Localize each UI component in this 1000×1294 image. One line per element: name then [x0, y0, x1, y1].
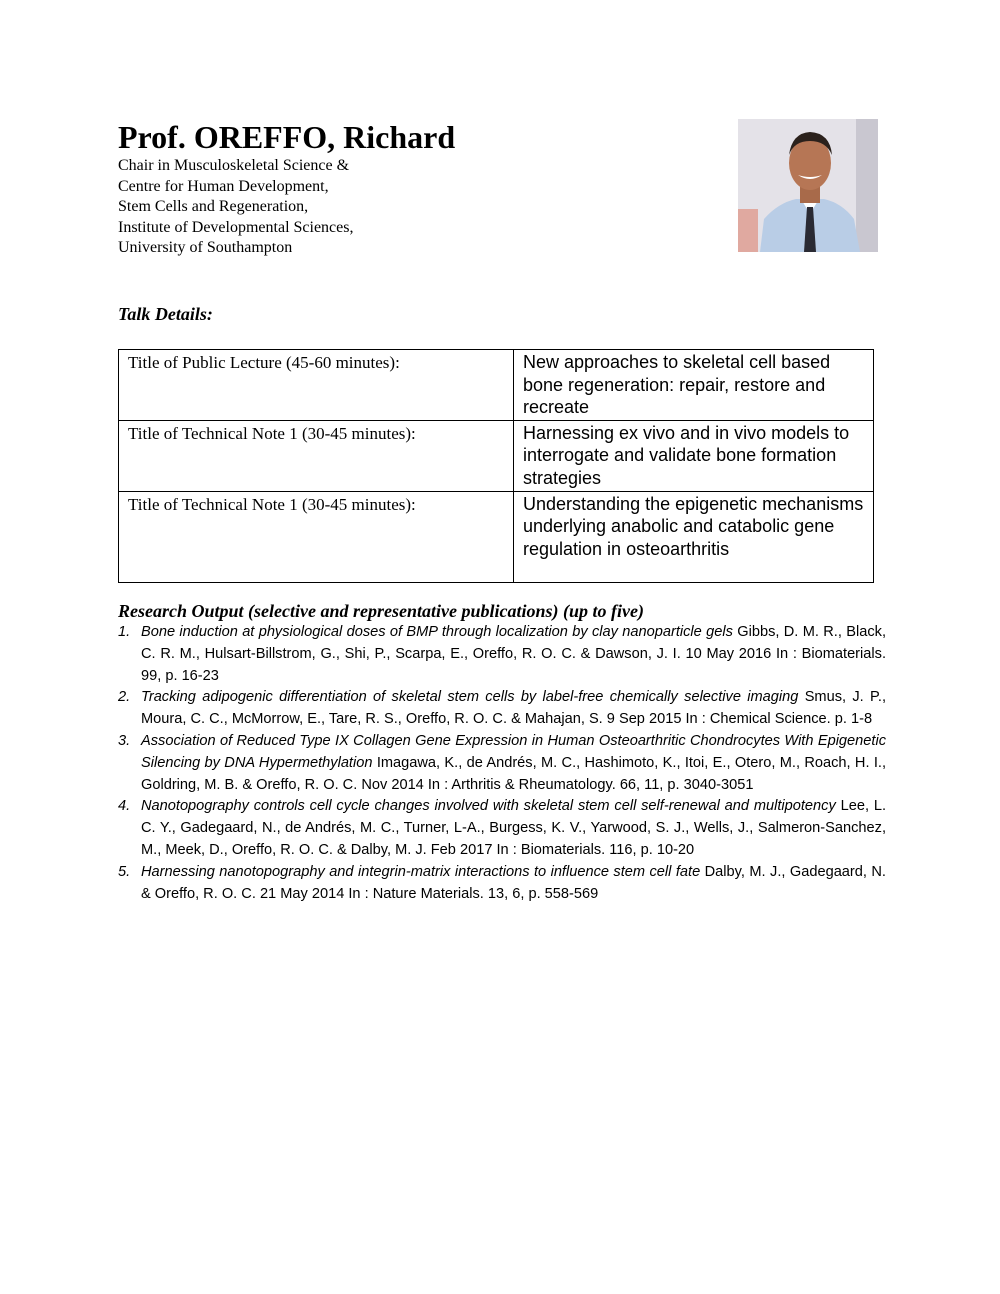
talk-label: Title of Technical Note 1 (30-45 minutes): — [119, 491, 514, 582]
research-output-heading: Research Output (selective and representative publications) (up to five) — [118, 601, 644, 621]
table-row — [119, 420, 874, 491]
publication-details: Smus, J. P., Moura, C. C., McMorrow, E., Tare, R. S., Oreffo, R. O. C. & Mahajan, S. 9 Sep 2015 In : Chemical Science. p. 1-8 — [141, 689, 887, 728]
affiliation-line: Chair in Musculoskeletal Science & — [118, 157, 350, 174]
list-item — [118, 687, 886, 731]
talk-title: New approaches to skeletal cell based bone regeneration: repair, restore and recreate — [514, 350, 874, 421]
affiliation-line: University of Southampton — [118, 239, 293, 257]
publication-title: Bone induction at physiological doses of BMP through localization by clay nanoparticle gels — [141, 624, 738, 640]
publication-details: Lee, L. C. Y., Gadegaard, N., de Andrés, M. C., Turner, L-A., Burgess, K. V., Yarwood, S. J., Wells, J., Salmeron-Sanchez, M., Meek, D., Oreffo, R. O. C. & Dalby, M. J. Feb 2017 In : Biomaterials. 116, p. 10-20 — [141, 798, 886, 858]
publication-details: Imagawa, K., de Andrés, M. C., Hashimoto, K., Itoi, E., Otero, M., Roach, H. I., Goldring, M. B. & Oreffo, R. O. C. Nov 2014 In : Arthritis & Rheumatology. 66, 11, p. 3040-3051 — [141, 754, 887, 793]
talk-label: Title of Public Lecture (45-60 minutes): — [119, 350, 514, 421]
publication-details: Gibbs, D. M. R., Black, C. R. M., Hulsart-Billstrom, G., Shi, P., Scarpa, E., Oreffo, R. O. C. & Dawson, J. I. 10 May 2016 In : Biomaterials. 99, p. 16-23 — [141, 624, 886, 684]
talk-title: Understanding the epigenetic mechanisms underlying anabolic and catabolic gene regulation in osteoarthritis — [514, 491, 874, 582]
talk-title: Harnessing ex vivo and in vivo models to interrogate and validate bone formation strategies — [514, 420, 874, 491]
publication-title: Harnessing nanotopography and integrin-matrix interactions to influence stem cell fate — [141, 863, 705, 880]
publication-number: 2. — [118, 689, 131, 706]
publication-details: Dalby, M. J., Gadegaard, N. & Oreffo, R. O. C. 21 May 2014 In : Nature Materials. 13, 6, p. 558-569 — [141, 863, 886, 902]
publication-number: 5. — [118, 863, 131, 880]
affiliation-line: Institute of Developmental Sciences, — [118, 218, 354, 236]
affiliation-line: Stem Cells and Regeneration, — [118, 198, 309, 216]
publication-title: Association of Reduced Type IX Collagen Gene Expression in Human Osteoarthritic Chondrocytes With Epigenetic Silencing by DNA Hypermethylation — [141, 732, 886, 771]
talk-label: Title of Technical Note 1 (30-45 minutes): — [119, 420, 514, 491]
list-item — [118, 862, 886, 906]
affiliation-line: Centre for Human Development, — [118, 177, 329, 195]
publication-title: Tracking adipogenic differentiation of skeletal stem cells by label-free chemically selective imaging — [141, 689, 805, 706]
list-item — [118, 622, 886, 687]
list-item — [118, 731, 886, 796]
table-row — [119, 491, 874, 582]
publication-list — [118, 622, 886, 905]
table-row — [119, 350, 874, 421]
publication-number: 3. — [118, 732, 131, 749]
publication-number: 1. — [118, 624, 131, 640]
talk-details-table — [118, 349, 874, 583]
publication-title: Nanotopography controls cell cycle changes involved with skeletal stem cell self-renewal and multipotency — [141, 798, 841, 815]
talk-details-heading: Talk Details: — [118, 304, 213, 324]
list-item — [118, 796, 886, 861]
publication-number: 4. — [118, 798, 131, 815]
portrait-photo — [738, 119, 878, 252]
person-name: Prof. OREFFO, Richard — [118, 119, 456, 155]
affiliation-block — [118, 156, 353, 259]
